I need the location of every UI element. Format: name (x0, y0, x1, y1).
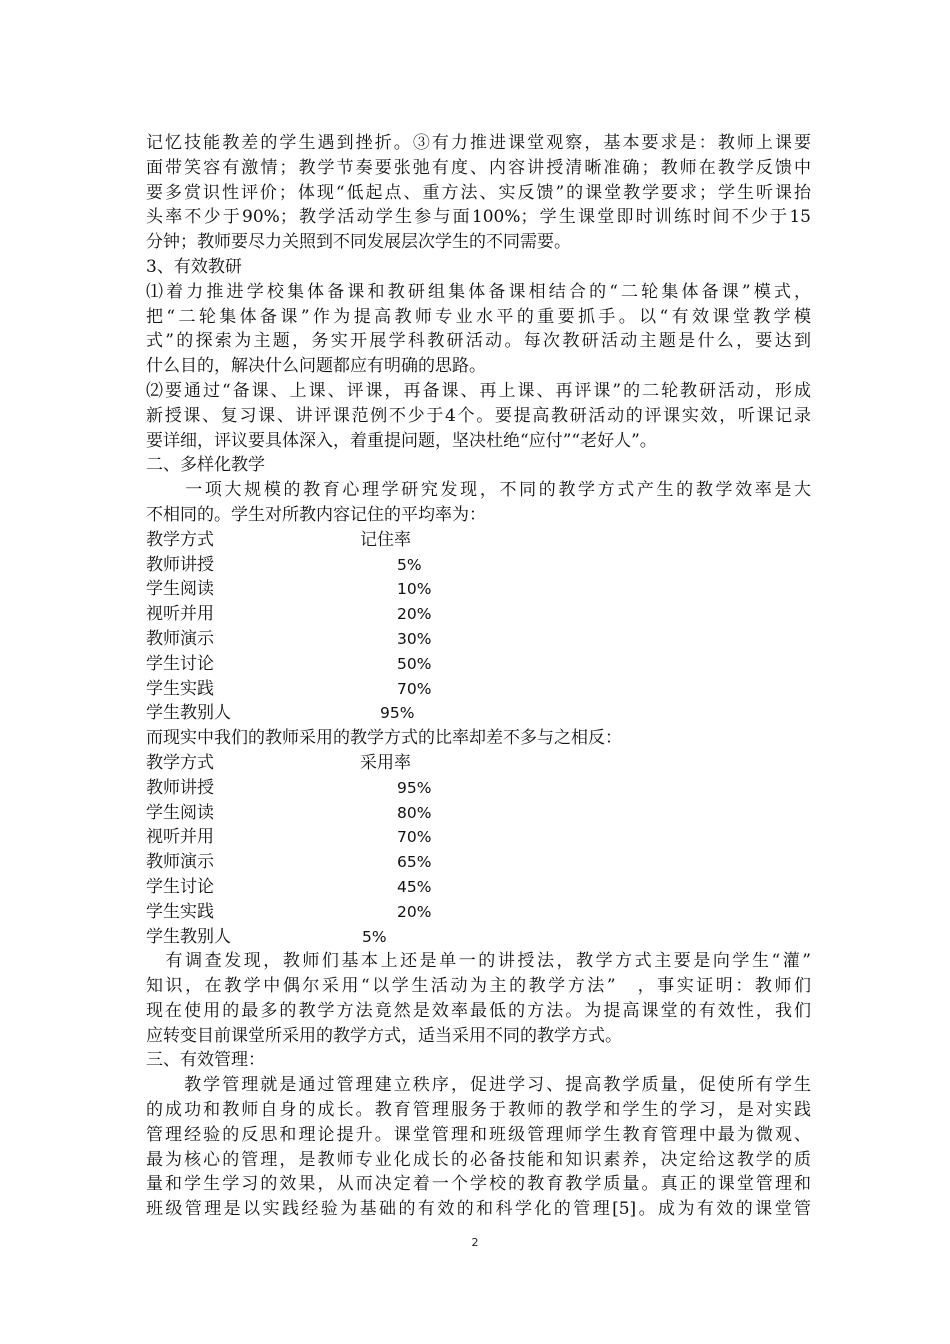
paragraph-line: 有调查发现，教师们基本上还是单一的讲授法，教学方式主要是向学生“灌” (146, 951, 811, 972)
table-row (146, 701, 811, 726)
table-cell-method: 视听并用 (146, 827, 214, 848)
table-cell-method: 学生实践 (146, 901, 214, 922)
paragraph-line: 记忆技能教差的学生遇到挫折。③有力推进课堂观察，基本要求是：教师上课要 (146, 133, 811, 153)
paragraph-line: ⑴着力推进学校集体备课和教研组集体备课相结合的“二轮集体备课”模式， (146, 281, 811, 302)
table-cell-rate: 70% (397, 828, 432, 847)
table-header-method: 教学方式 (146, 752, 214, 773)
paragraph-line: 把“二轮集体备课”作为提高教师专业水平的重要抓手。以“有效课堂教学模 (146, 306, 811, 327)
paragraph-line: 最为核心的管理，是教师专业化成长的必备技能和知识素养，决定给这教学的质 (146, 1149, 811, 1170)
table-cell-rate: 5% (397, 555, 422, 574)
paragraph-line: 什么目的，解决什么问题都应有明确的思路。 (146, 356, 486, 377)
paragraph-line: 面带笑容有激情；教学节奏要张弛有度、内容讲授清晰准确；教师在教学反馈中 (146, 157, 811, 178)
table-cell-rate: 70% (397, 679, 432, 698)
table-cell-rate: 95% (380, 704, 415, 723)
table-cell-method: 学生讨论 (146, 876, 214, 897)
paragraph-line: 知识，在教学中偶尔采用“以学生活动为主的教学方法” ，事实证明：教师们 (146, 976, 811, 997)
table-cell-method: 教师演示 (146, 852, 214, 873)
table-row (146, 850, 811, 875)
table-row (146, 801, 811, 826)
paragraph-line: 的成功和教师自身的成长。教育管理服务于教师的教学和学生的学习，是对实践 (146, 1100, 811, 1121)
table-row (146, 825, 811, 850)
paragraph-line: 而现实中我们的教师采用的教学方式的比率却差不多与之相反： (146, 728, 622, 749)
table-row (146, 577, 811, 602)
table-row (146, 875, 811, 900)
page-number: 2 (471, 1236, 479, 1249)
paragraph-line: 分钟；教师要尽力关照到不同发展层次学生的不同需要。 (146, 232, 571, 253)
table-header (146, 751, 811, 776)
paragraph-line: 现在使用的最多的教学方法竟然是效率最低的方法。为提高课堂的有效性，我们 (146, 1000, 811, 1021)
table-cell-method: 视听并用 (146, 604, 214, 625)
paragraph-line: 新授课、复习课、讲评课范例不少于4个。要提高教研活动的评课实效，听课记录 (146, 405, 811, 426)
table-row (146, 925, 811, 950)
table-header-rate: 记住率 (360, 529, 411, 550)
table-cell-rate: 30% (397, 629, 432, 648)
document-body (146, 131, 811, 1222)
table-row (146, 776, 811, 801)
paragraph-line: 量和学生学习的效果，从而决定着一个学校的教育教学质量。真正的课堂管理和 (146, 1174, 811, 1195)
table-cell-method: 教师演示 (146, 628, 214, 649)
table-cell-rate: 45% (397, 877, 432, 896)
table-cell-method: 教师讲授 (146, 554, 214, 575)
paragraph-line: ⑵要通过“备课、上课、评课，再备课、再上课、再评课”的二轮教研活动，形成 (146, 380, 811, 401)
table-header-method: 教学方式 (146, 529, 214, 550)
section-heading: 3、有效教研 (146, 256, 242, 277)
table-cell-method: 学生阅读 (146, 802, 214, 823)
paragraph-line: 教学管理就是通过管理建立秩序，促进学习、提高教学质量，促使所有学生 (146, 1075, 811, 1096)
paragraph-line: 班级管理是以实践经验为基础的有效的和科学化的管理[5]。成为有效的课堂管 (146, 1199, 811, 1220)
table-row (146, 553, 811, 578)
table-row (146, 677, 811, 702)
section-heading: 三、有效管理： (146, 1050, 265, 1071)
table-cell-rate: 65% (397, 853, 432, 872)
table-row (146, 652, 811, 677)
table-cell-method: 教师讲授 (146, 777, 214, 798)
table-header-rate: 采用率 (360, 752, 411, 773)
paragraph-line: 式”的探索为主题，务实开展学科教研活动。每次教研活动主题是什么，要达到 (146, 331, 811, 352)
paragraph-line: 不相同的。学生对所教内容记住的平均率为： (146, 504, 486, 525)
table-row (146, 900, 811, 925)
table-cell-method: 学生讨论 (146, 653, 214, 674)
paragraph-line: 要多赏识性评价；体现“低起点、重方法、实反馈”的课堂教学要求；学生听课抬 (146, 182, 811, 203)
table-cell-method: 学生教别人 (146, 703, 231, 724)
paragraph-line: 一项大规模的教育心理学研究发现，不同的教学方式产生的教学效率是大 (146, 480, 811, 501)
table-cell-method: 学生实践 (146, 678, 214, 699)
paragraph-line: 应转变目前课堂所采用的教学方式，适当采用不同的教学方式。 (146, 1025, 622, 1046)
table-cell-rate: 95% (397, 778, 432, 797)
table-cell-rate: 50% (397, 654, 432, 673)
paragraph-line: 头率不少于90%；教学活动学生参与面100%；学生课堂即时训练时间不少于15 (146, 207, 811, 228)
table-header (146, 528, 811, 553)
section-heading: 二、多样化教学 (146, 455, 265, 476)
paragraph-line: 要详细，评议要具体深入，着重提问题，坚决杜绝“应付”“老好人”。 (146, 430, 657, 451)
table-cell-rate: 20% (397, 605, 432, 624)
table-cell-rate: 5% (362, 927, 387, 946)
paragraph-line: 管理经验的反思和理论提升。课堂管理和班级管理师学生教育管理中最为微观、 (146, 1124, 811, 1145)
table-row (146, 602, 811, 627)
table-cell-method: 学生阅读 (146, 579, 214, 600)
table-cell-rate: 10% (397, 580, 432, 599)
table-cell-method: 学生教别人 (146, 926, 231, 947)
table-cell-rate: 80% (397, 803, 432, 822)
table-cell-rate: 20% (397, 902, 432, 921)
table-row (146, 627, 811, 652)
